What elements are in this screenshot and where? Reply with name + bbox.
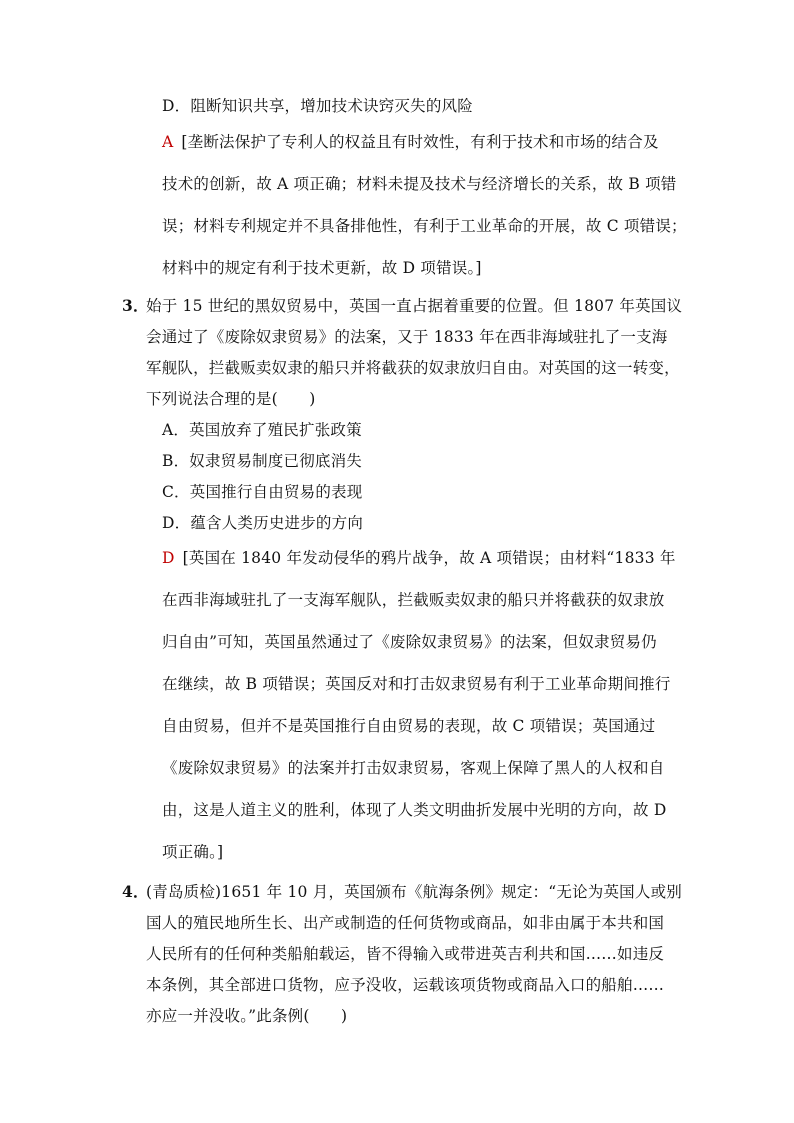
- q3-explanation-line-2: 在西非海域驻扎了一支海军舰队，拦截贩卖奴隶的船只并将截获的奴隶放: [162, 591, 665, 609]
- q2-explanation-line-2: 技术的创新，故 A 项正确；材料未提及技术与经济增长的关系，故 B 项错: [162, 175, 677, 193]
- q3-stem-line-4: 下列说法合理的是( ): [146, 390, 316, 408]
- q3-explanation-line-1: [162, 548, 676, 568]
- q3-number: 3．: [122, 296, 149, 315]
- q3-explanation-line-4: 在继续，故 B 项错误；英国反对和打击奴隶贸易有利于工业革命期间推行: [162, 675, 671, 693]
- q2-option-d: D．阻断知识共享，增加技术诀窍灭失的风险: [162, 97, 473, 115]
- q4-stem-line-3: 人民所有的任何种类船舶载运，皆不得输入或带进英吉利共和国……如违反: [146, 945, 665, 963]
- q3-explanation-line-7: 由，这是人道主义的胜利，体现了人类文明曲折发展中光明的方向，故 D: [162, 801, 667, 819]
- q3-explanation-line-6: 《废除奴隶贸易》的法案并打击奴隶贸易，客观上保障了黑人的人权和自: [162, 759, 665, 777]
- q4-stem-line-1: (青岛质检)1651 年 10 月，英国颁布《航海条例》规定：“无论为英国人或别: [146, 883, 682, 901]
- q3-option-d: D．蕴含人类历史进步的方向: [162, 514, 364, 532]
- q3-explanation-line-3: 归自由”可知，英国虽然通过了《废除奴隶贸易》的法案，但奴隶贸易仍: [162, 633, 657, 651]
- q2-explanation-line-4: 材料中的规定有利于技术更新，故 D 项错误。]: [162, 259, 482, 277]
- q3-option-c: C．英国推行自由贸易的表现: [162, 483, 363, 501]
- q2-explanation-line-1: [162, 132, 659, 152]
- q2-explanation-line-3: 误；材料专利规定并不具备排他性，有利于工业革命的开展，故 C 项错误；: [162, 217, 687, 235]
- q3-explanation-line-5: 自由贸易，但并不是英国推行自由贸易的表现，故 C 项错误；英国通过: [162, 717, 656, 735]
- q4-stem-line-5: 亦应一并没收。”此条例( ): [146, 1007, 348, 1025]
- q3-option-b: B．奴隶贸易制度已彻底消失: [162, 452, 362, 470]
- q3-explanation-text: [英国在 1840 年发动侵华的鸦片战争，故 A 项错误；由材料“1833 年: [182, 549, 676, 567]
- q3-answer-letter: D: [162, 549, 175, 567]
- q4-stem-line-2: 国人的殖民地所生长、出产或制造的任何货物或商品，如非由属于本共和国: [146, 914, 665, 932]
- q2-explanation-text: [垄断法保护了专利人的权益且有时效性，有利于技术和市场的结合及: [181, 133, 659, 151]
- q4-stem-line-4: 本条例，其全部进口货物，应予没收，运载该项货物或商品入口的船舶……: [146, 976, 665, 994]
- q3-explanation-line-8: 项正确。]: [162, 843, 224, 861]
- q3-stem-line-1: 始于 15 世纪的黑奴贸易中，英国一直占据着重要的位置。但 1807 年英国议: [146, 297, 683, 315]
- q3-stem-line-2: 会通过了《废除奴隶贸易》的法案，又于 1833 年在西非海域驻扎了一支海: [146, 328, 668, 346]
- q3-option-a: A．英国放弃了殖民扩张政策: [162, 421, 362, 439]
- q4-number: 4．: [122, 882, 149, 901]
- q2-answer-letter: A: [162, 133, 174, 151]
- q3-stem-line-3: 军舰队，拦截贩卖奴隶的船只并将截获的奴隶放归自由。对英国的这一转变，: [146, 359, 680, 377]
